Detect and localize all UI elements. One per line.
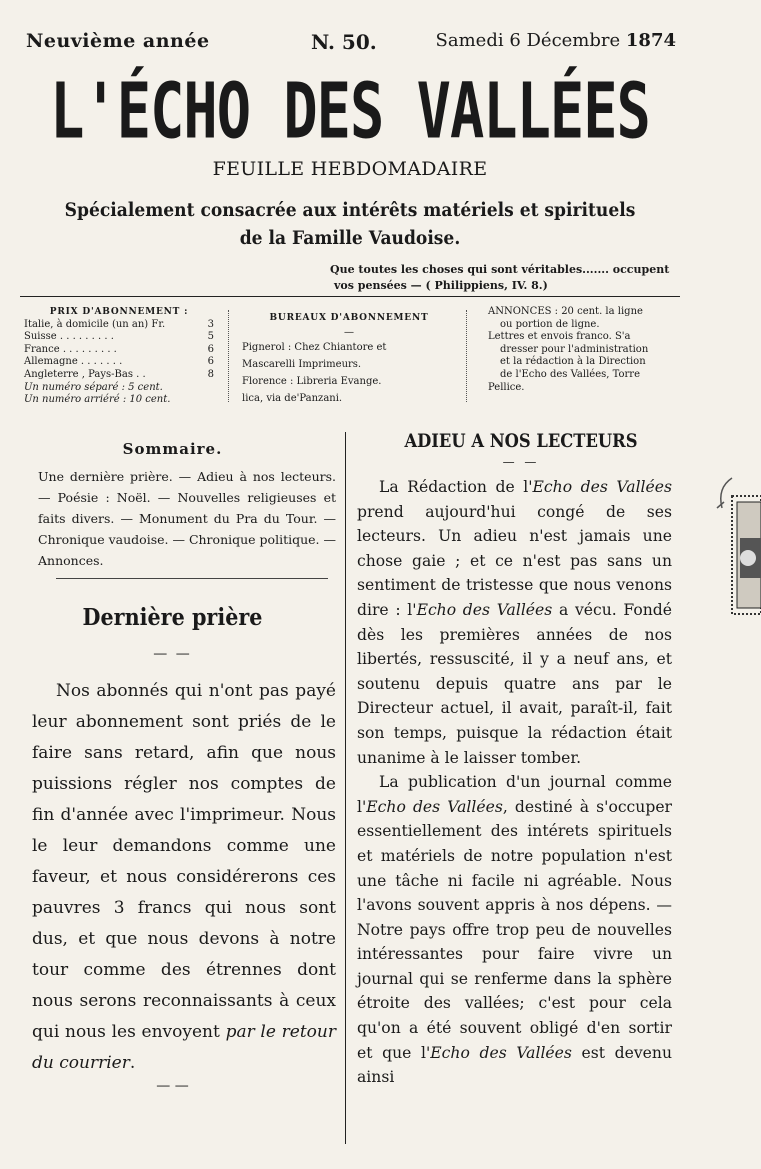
article-title-adieu: ADIEU A NOS LECTEURS	[404, 430, 638, 452]
issue-header	[26, 30, 676, 54]
price-row: France . . . . . . . . . 6	[24, 343, 214, 355]
title-dash: — —	[502, 455, 540, 469]
section-rule	[56, 578, 328, 579]
annonces-box: ANNONCES : 20 cent. la ligne ou portion de ligne. Lettres et envois franco. S'a dresser pour l'administration et la rédaction à la Direction de l'Echo des Vallées, Torre Pellice.	[488, 306, 649, 393]
sommaire-title: Sommaire.	[122, 440, 223, 458]
subtitle: FEUILLE HEBDOMADAIRE	[212, 158, 488, 180]
subscription-title: PRIX D'ABONNEMENT :	[49, 307, 189, 317]
box-separator	[466, 310, 467, 402]
tagline: Spécialement consacrée aux intérêts matériels et spirituels de la Famille Vaudoise.	[64, 199, 636, 249]
price-row: Suisse . . . . . . . . . 5	[24, 331, 214, 343]
issue-number: N. 50.	[311, 30, 377, 54]
price-row: Angleterre , Pays-Bas . . 8	[24, 368, 214, 380]
column-divider	[345, 432, 346, 1144]
year-label: Neuvième année	[26, 30, 210, 52]
box-separator	[228, 310, 229, 402]
epigraph: Que toutes les choses qui sont véritables....... occupent vos pensées — ( Philippiens, IV. 8.)	[330, 263, 670, 292]
article-body-derniere-priere: Nos abonnés qui n'ont pas payé leur abonnement sont priés de le faire sans retard, afin que nous puissions régler nos comptes de fin d'année avec l'imprimeur. Nous le leur demandons comme une faveur, et nous considérerons ces pauvres 3 francs qui nous sont dus, et que nous devons à notre tour comme des étrennes dont nous serons reconnaissants à ceux qui nous les envoyent par le retour du courrier.	[32, 681, 336, 1073]
masthead-title: L'ÉCHO DES VALLÉES	[50, 67, 650, 157]
price-row: Italie, à domicile (un an) Fr. 3	[24, 318, 214, 330]
bureaux-title: BUREAUX D'ABONNEMENT	[269, 313, 429, 323]
article-end-dash: — —	[156, 1078, 189, 1094]
article-body-adieu: La Rédaction de l'Echo des Vallées prend aujourd'hui congé de ses lecteurs. Un adieu n'est jamais une chose gaie ; et ce n'est pas sans un sentiment de tristesse que nous venons dire : l'Echo des Vallées a vécu. Fondé dès les premières années de nos libertés, ressuscité, il y a neuf ans, et soutenu depuis quatre ans par le Directeur actuel, il avait, paraît-il, fait son temps, puisque la rédaction était unanime à le laisser tomber. La publication d'un journal comme l'Echo des Vallées, destiné à s'occuper essentiellement des intérets spirituels et matériels de notre population n'est une tâche ni facile ni agréable. Nous l'avons souvent appris à nos dépens. — Notre pays offre trop peu de nouvelles intéressantes pour faire vivre un journal qui se renferme dans la sphère étroite des vallées; c'est pour cela qu'on a été souvent obligé d'en sortir et que l'Echo des Vallées est devenu ainsi	[357, 478, 673, 1087]
price-row: Allemagne . . . . . . . 6	[24, 356, 214, 368]
bureaux-box: BUREAUX D'ABONNEMENT — Pignerol : Chez Chiantore et Mascarelli Imprimeurs. Florence : Libreria Evange. lica, via de'Panzani.	[242, 310, 456, 407]
subscription-box	[24, 306, 214, 407]
title-dash: — —	[153, 646, 192, 662]
sommaire-text: Une dernière prière. — Adieu à nos lecteurs. — Poésie : Noël. — Nouvelles religieuses et faits divers. — Monument du Pra du Tour. — Chronique vaudoise. — Chronique politique. — Annonces.	[38, 469, 336, 568]
back-issue-price: Un numéro arriéré : 10 cent.	[24, 394, 171, 406]
header-rule	[20, 296, 680, 297]
issue-date: Samedi 6 Décembre 1874	[435, 30, 676, 51]
postage-stamp-icon	[712, 468, 761, 638]
article-title-derniere-priere: Dernière prière	[82, 604, 263, 631]
single-issue-price: Un numéro séparé : 5 cent.	[24, 381, 163, 393]
